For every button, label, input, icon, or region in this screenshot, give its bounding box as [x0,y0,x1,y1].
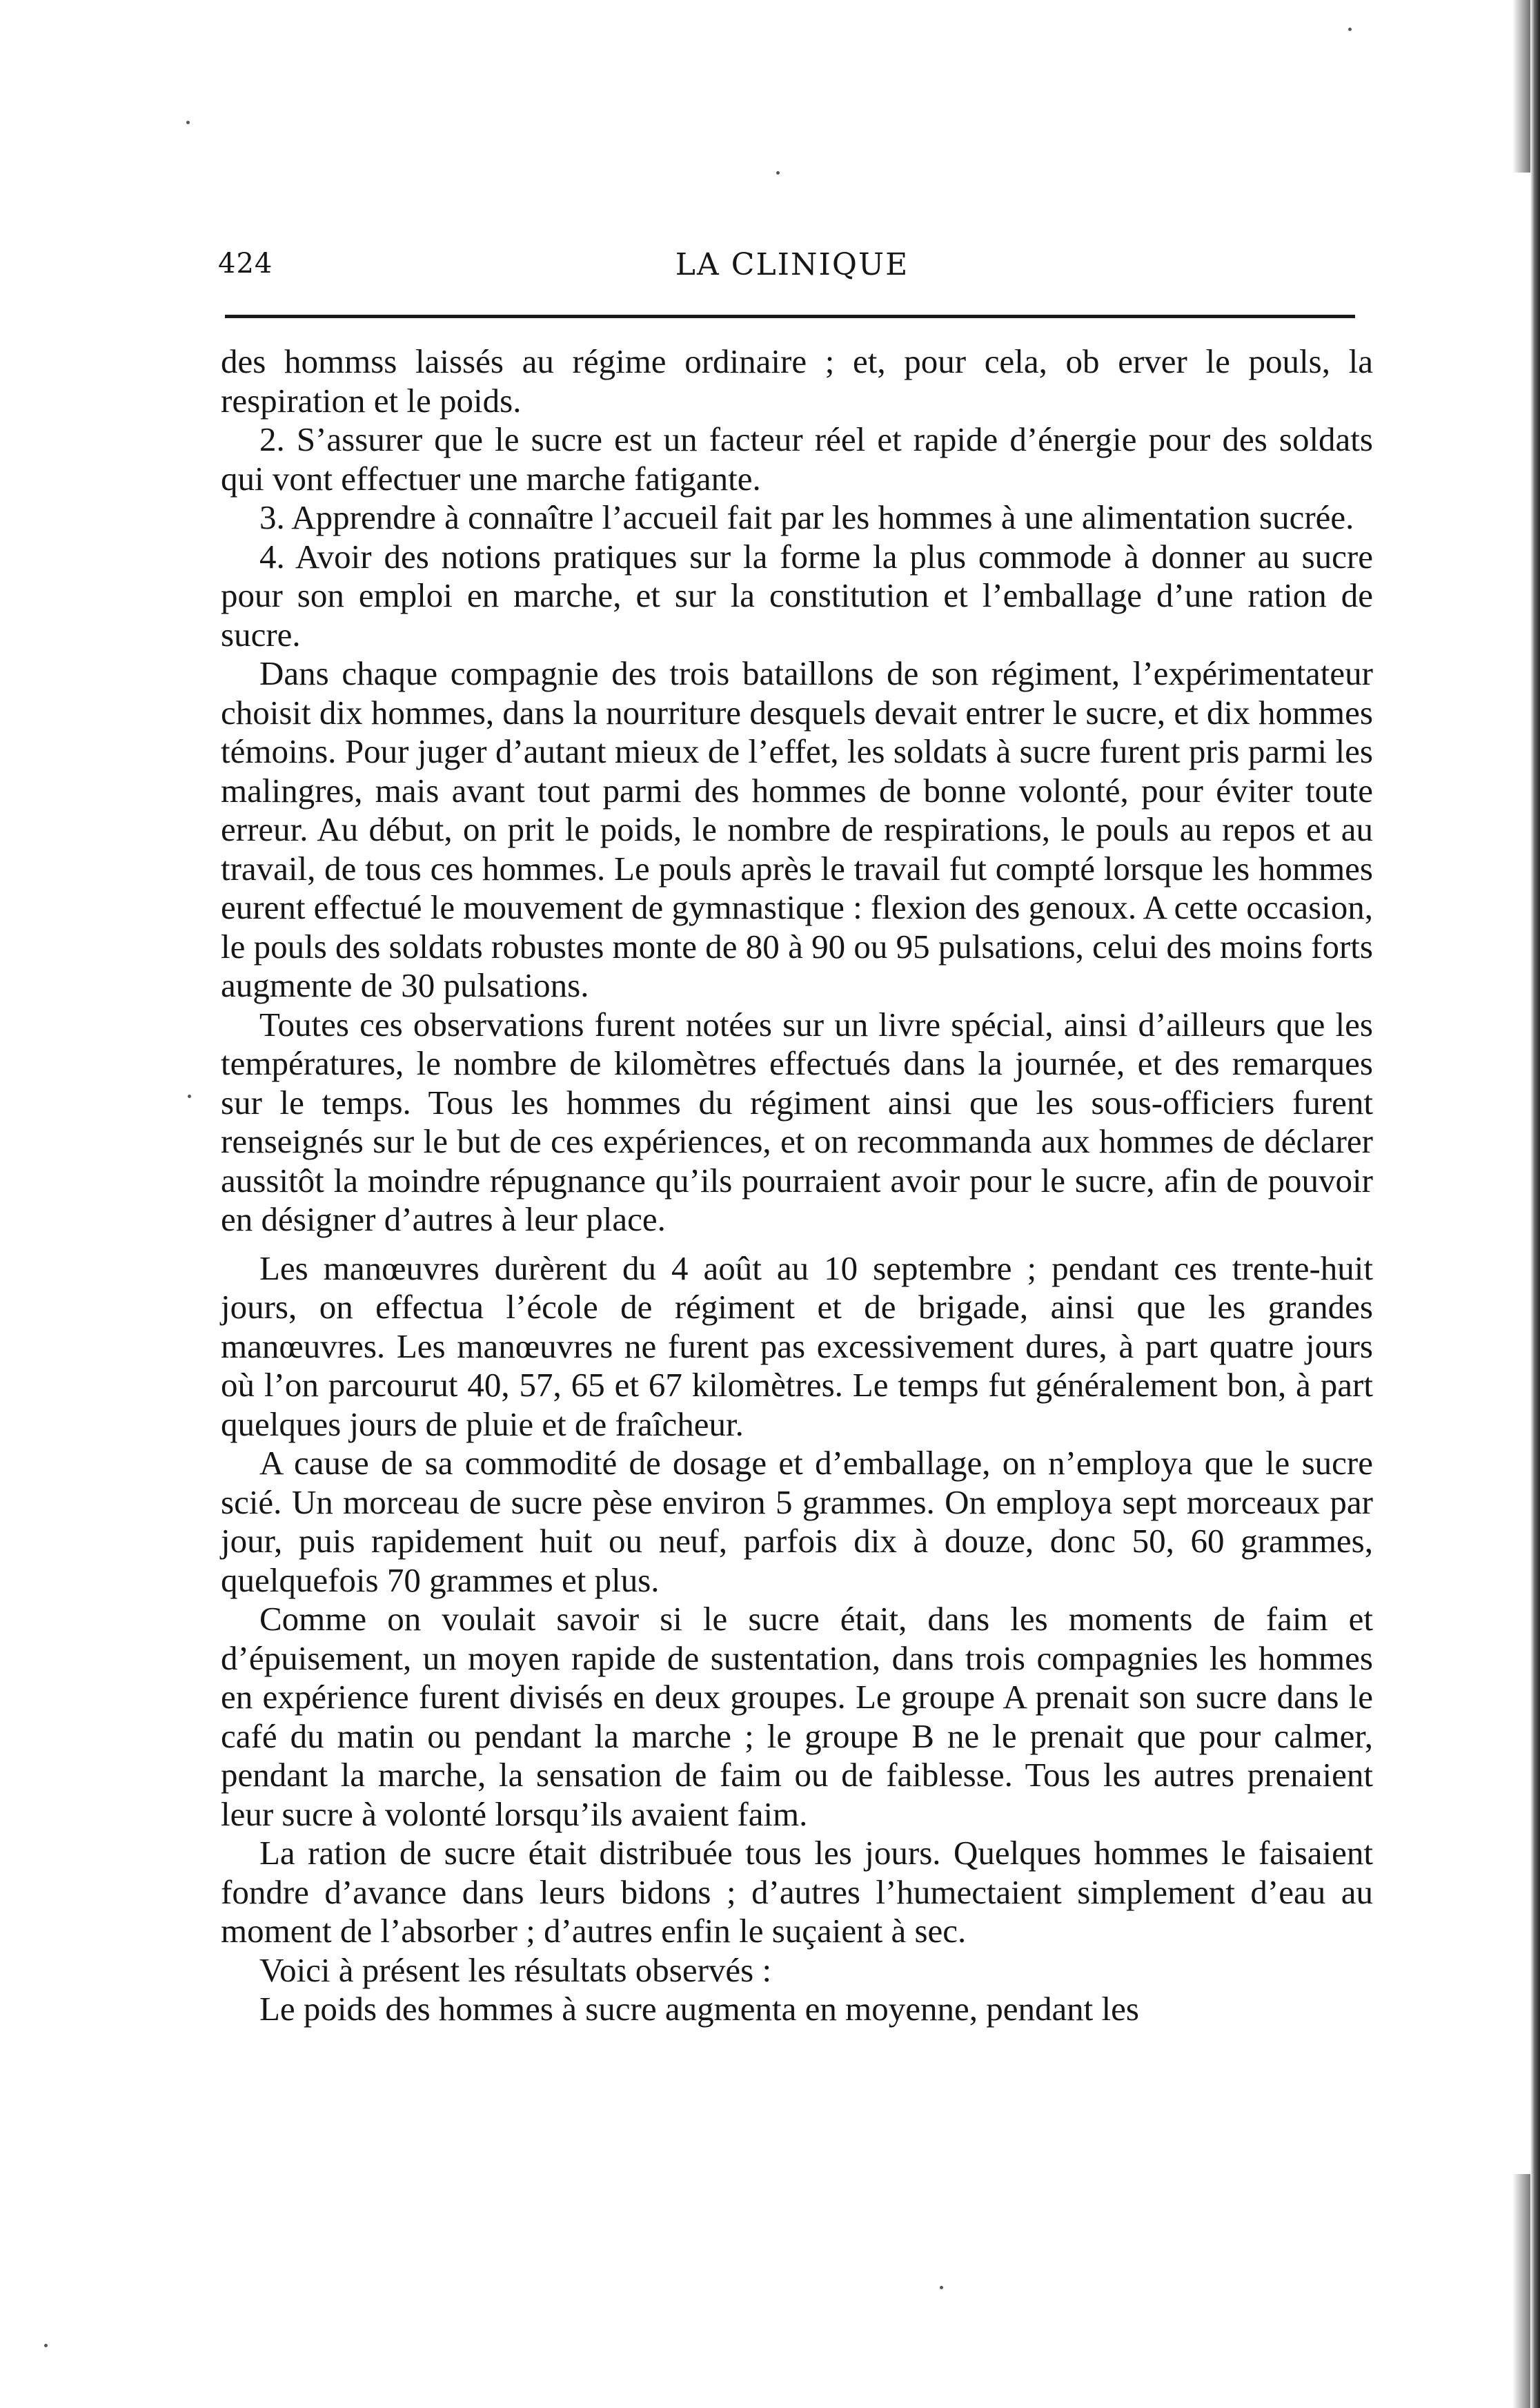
paper-speck [776,171,780,175]
paper-speck [44,2344,48,2347]
paragraph: Dans chaque compagnie des trois bataillons de son régiment, l’expérimentateur choisit dix hommes, dans la nourriture desquels devait entrer le sucre, et dix hommes témoins. Pour juger d’autant mieux de l’effet, les soldats à sucre furent pris parmi les malingres, mais avant tout parmi des hommes de bonne volonté, pour éviter toute erreur. Au début, on prit le poids, le nombre de respirations, le pouls au repos et au travail, de tous ces hommes. Le pouls après le travail fut compté lorsque les hommes eurent effectué le mouvement de gymnastique : flexion des genoux. A cette occasion, le pouls des soldats robustes monte de 80 à 90 ou 95 pulsations, celui des moins forts augmente de 30 pulsations. [221,654,1373,1004]
paragraph: des hommss laissés au régime ordinaire ; et, pour cela, ob erver le pouls, la respiration et le poids. [221,342,1373,420]
paper-speck [1348,28,1352,31]
paragraph: Toutes ces observations furent notées sur un livre spécial, ainsi d’ailleurs que les températures, le nombre de kilomètres effectués dans la journée, et des remarques sur le temps. Tous les hommes du régiment ainsi que les sous-officiers furent renseignés sur le but de ces expériences, et on recommanda aux hommes de déclarer aussitôt la moindre répugnance qu’ils pourraient avoir pour le sucre, afin de pouvoir en désigner d’autres à leur place. [221,1005,1373,1238]
paragraph: A cause de sa commodité de dosage et d’emballage, on n’employa que le sucre scié. Un morceau de sucre pèse environ 5 grammes. On employa sept morceaux par jour, puis rapidement huit ou neuf, parfois dix à douze, donc 50, 60 grammes, quelquefois 70 grammes et plus. [221,1444,1373,1599]
paragraph: Les manœuvres durèrent du 4 août au 10 septembre ; pendant ces trente-huit jours, on effectua l’école de régiment et de brigade, ainsi que les grandes manœuvres. Les manœuvres ne furent pas excessivement dures, à part quatre jours où l’on parcourut 40, 57, 65 et 67 kilomètres. Le temps fut généralement bon, à part quelques jours de pluie et de fraîcheur. [221,1249,1373,1443]
page-number: 424 [218,248,273,280]
paragraph: 2. S’assurer que le sucre est un facteur réel et rapide d’énergie pour des soldats qui vont effectuer une marche fatigante. [221,420,1373,498]
paper-speck [186,121,190,124]
paper-speck [188,1095,191,1098]
paper-speck [940,2286,943,2289]
body-text [221,342,1373,2029]
paragraph: Voici à présent les résultats observés : [259,1950,772,1989]
binding-edge [1530,0,1540,2408]
paragraph: Le poids des hommes à sucre augmenta en moyenne, pendant les [259,1990,1139,2028]
paragraph: 4. Avoir des notions pratiques sur la forme la plus commode à donner au sucre pour son emploi en marche, et sur la constitution et l’emballage d’une ration de sucre. [221,537,1373,654]
paragraph: Comme on voulait savoir si le sucre était, dans les moments de faim et d’épuisement, un moyen rapide de sustentation, dans trois compagnies les hommes en expérience furent divisés en deux groupes. Le groupe A prenait son sucre dans le café du matin ou pendant la marche ; le groupe B ne le prenait que pour calmer, pendant la marche, la sensation de faim ou de faiblesse. Tous les autres prenaient leur sucre à volonté lorsqu’ils avaient faim. [221,1600,1373,1833]
paragraph: La ration de sucre était distribuée tous les jours. Quelques hommes le faisaient fondre d’avance dans leurs bidons ; d’autres l’humectaient simplement d’eau au moment de l’absorber ; d’autres enfin le suçaient à sec. [221,1834,1373,1950]
paragraph: 3. Apprendre à connaître l’accueil fait par les hommes à une alimentation sucrée. [259,498,1354,536]
running-head: LA CLINIQUE [675,247,909,282]
header-rule [225,315,1355,318]
page-header [218,247,1366,298]
